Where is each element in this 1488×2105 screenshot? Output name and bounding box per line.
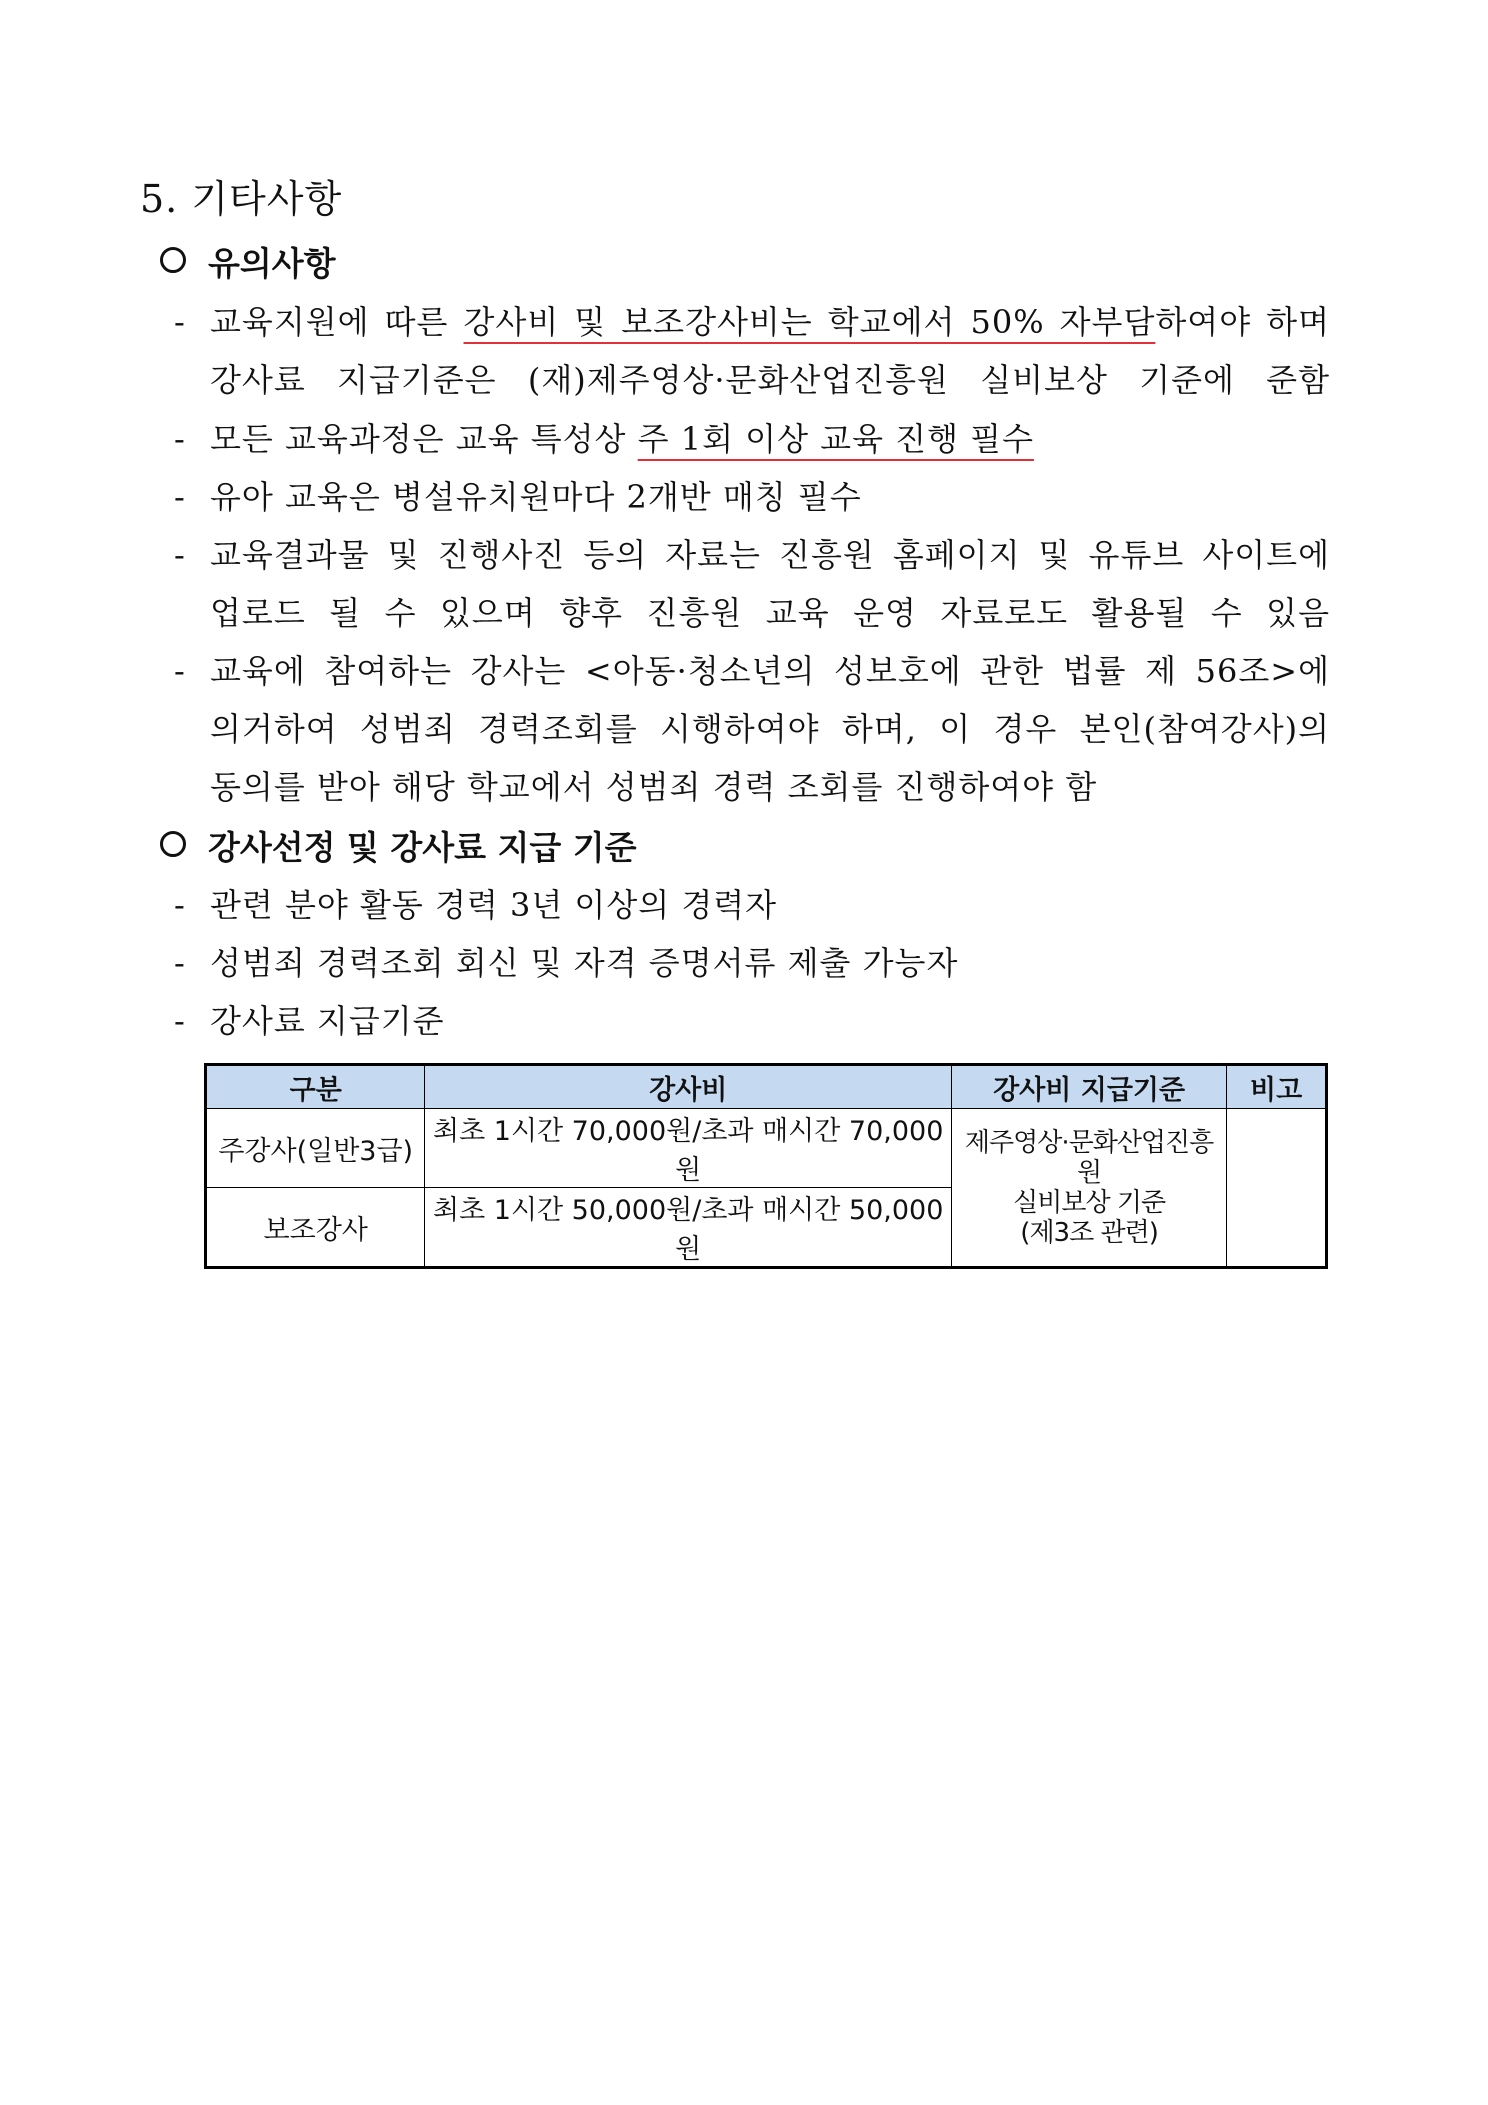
- notice-item-1-line2: 강사료 지급기준은 (재)제주영상·문화산업진흥원 실비보상 기준에 준함: [210, 361, 1330, 399]
- table-header-row: [206, 1065, 1327, 1109]
- notice-item-5: [174, 642, 1330, 816]
- header-fee: 강사비: [425, 1065, 952, 1109]
- header-category: 구분: [206, 1065, 425, 1109]
- cell-basis-line3: (제3조 관련): [1020, 1217, 1158, 1248]
- selection-item-3-text: 강사료 지급기준: [210, 1002, 445, 1040]
- dash-bullet: -: [174, 652, 185, 690]
- selection-heading-text: 강사선정 및 강사료 지급 기준: [208, 828, 637, 867]
- selection-item-2: [174, 934, 1330, 992]
- selection-item-1-text: 관련 분야 활동 경력 3년 이상의 경력자: [210, 886, 778, 924]
- selection-item-3: [174, 992, 1330, 1050]
- dash-bullet: -: [174, 1002, 185, 1040]
- notice-item-5-line1: 교육에 참여하는 강사는 <아동·청소년의 성보호에 관한 법률 제 56조>에: [210, 652, 1330, 690]
- notice-item-2: [174, 410, 1330, 468]
- cell-fee: 최초 1시간 50,000원/초과 매시간 50,000원: [425, 1188, 952, 1268]
- header-note: 비고: [1227, 1065, 1327, 1109]
- dash-bullet: -: [174, 478, 185, 516]
- cell-basis-line1: 제주영상·문화산업진흥원: [964, 1127, 1214, 1188]
- notice-item-1-line1: [210, 293, 1330, 351]
- notice-item-1-pre: 교육지원에 따른: [210, 303, 464, 341]
- selection-item-1: [174, 876, 1330, 934]
- notice-item-5-line2: 의거하여 성범죄 경력조회를 시행하여야 하며, 이 경우 본인(참여강사)의: [210, 710, 1330, 748]
- dash-bullet: -: [174, 420, 185, 458]
- hollow-circle-bullet-icon: [160, 831, 186, 857]
- cell-basis: [951, 1109, 1226, 1268]
- dash-bullet: -: [174, 536, 185, 574]
- notice-item-4: [174, 526, 1330, 642]
- dash-bullet: -: [174, 886, 185, 924]
- cell-category: 보조강사: [206, 1188, 425, 1268]
- fee-table: [204, 1063, 1328, 1269]
- notice-item-4-line2: 업로드 될 수 있으며 향후 진흥원 교육 운영 자료로도 활용될 수 있음: [210, 594, 1330, 632]
- notice-item-1-underlined: 강사비 및 보조강사비는 학교에서 50% 자부담: [463, 303, 1156, 341]
- cell-fee: 최초 1시간 70,000원/초과 매시간 70,000원: [425, 1109, 952, 1188]
- table-row: [206, 1109, 1327, 1188]
- notice-item-2-pre: 모든 교육과정은 교육 특성상: [210, 420, 638, 458]
- dash-bullet: -: [174, 944, 185, 982]
- notice-item-5-line3: 동의를 받아 해당 학교에서 성범죄 경력 조회를 진행하여야 함: [210, 768, 1098, 806]
- cell-basis-line2: 실비보상 기준: [1013, 1187, 1166, 1218]
- dash-bullet: -: [174, 303, 185, 341]
- section-title: 5. 기타사항: [140, 177, 343, 221]
- notice-item-3: [174, 468, 1330, 526]
- notice-heading-text: 유의사항: [208, 244, 336, 283]
- notice-heading: [160, 238, 336, 285]
- notice-item-1-post: 하여야 하며: [1155, 303, 1331, 341]
- notice-item-1: [174, 293, 1330, 409]
- cell-category: 주강사(일반3급): [206, 1109, 425, 1188]
- hollow-circle-bullet-icon: [160, 247, 186, 273]
- selection-item-2-text: 성범죄 경력조회 회신 및 자격 증명서류 제출 가능자: [210, 944, 959, 982]
- notice-item-2-text: [210, 410, 1330, 468]
- notice-item-4-line1: 교육결과물 및 진행사진 등의 자료는 진흥원 홈페이지 및 유튜브 사이트에: [210, 536, 1330, 574]
- notice-item-2-underlined: 주 1회 이상 교육 진행 필수: [637, 420, 1034, 458]
- cell-note: [1227, 1109, 1327, 1268]
- selection-heading: [160, 822, 637, 869]
- notice-item-3-text: 유아 교육은 병설유치원마다 2개반 매칭 필수: [210, 478, 862, 516]
- header-basis: 강사비 지급기준: [951, 1065, 1226, 1109]
